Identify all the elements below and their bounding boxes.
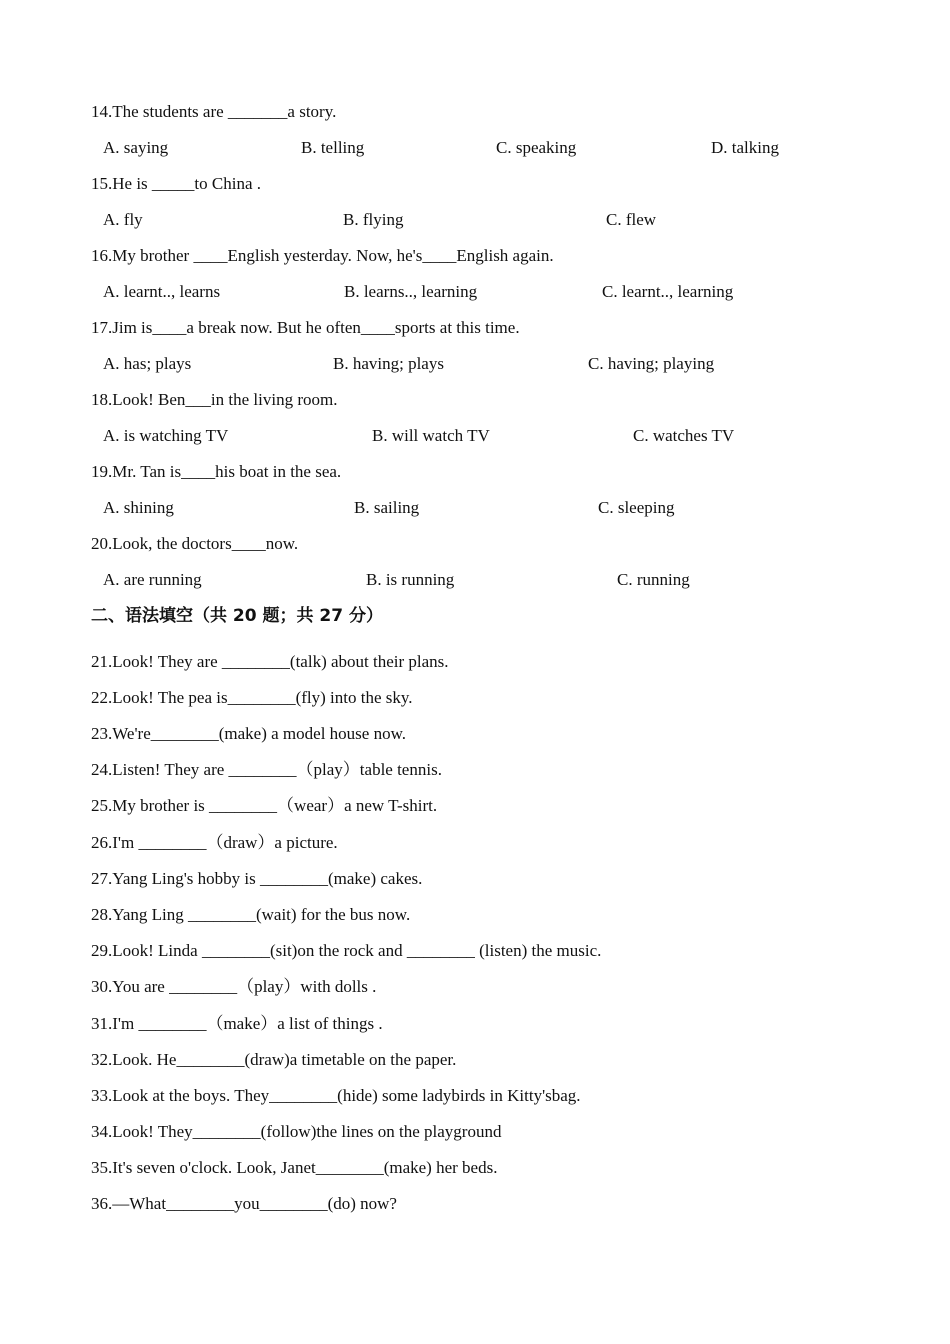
option-16c: C. learnt.., learning	[602, 282, 734, 301]
option-15c: C. flew	[606, 210, 657, 229]
question-31: 31.I'm ________（make）a list of things .	[91, 1014, 383, 1033]
question-27: 27.Yang Ling's hobby is ________(make) cakes.	[91, 869, 423, 888]
section-heading: 二、语法填空（共 20 题；共 27 分）	[91, 606, 383, 626]
question-25: 25.My brother is ________（wear）a new T-shirt.	[91, 796, 438, 815]
question-26: 26.I'm ________（draw）a picture.	[91, 833, 338, 852]
question-36: 36.—What________you________(do) now?	[91, 1194, 397, 1213]
option-19c: C. sleeping	[598, 498, 675, 517]
option-18c: C. watches TV	[633, 426, 735, 445]
question-18: 18.Look! Ben___in the living room.	[91, 390, 338, 409]
option-19a: A. shining	[103, 498, 174, 517]
question-34: 34.Look! They________(follow)the lines on the playground	[91, 1122, 502, 1141]
question-17: 17.Jim is____a break now. But he often____sports at this time.	[91, 318, 520, 337]
option-17c: C. having; playing	[588, 354, 715, 373]
option-20c: C. running	[617, 570, 690, 589]
question-24: 24.Listen! They are ________（play）table tennis.	[91, 760, 442, 779]
question-29: 29.Look! Linda ________(sit)on the rock and ________ (listen) the music.	[91, 941, 602, 960]
question-33: 33.Look at the boys. They________(hide) some ladybirds in Kitty'sbag.	[91, 1086, 581, 1105]
option-15b: B. flying	[343, 210, 404, 229]
option-19b: B. sailing	[354, 498, 420, 517]
option-16a: A. learnt.., learns	[103, 282, 221, 301]
question-32: 32.Look. He________(draw)a timetable on the paper.	[91, 1050, 457, 1069]
question-23: 23.We're________(make) a model house now.	[91, 724, 407, 743]
option-18b: B. will watch TV	[372, 426, 490, 445]
question-20: 20.Look, the doctors____now.	[91, 534, 299, 553]
question-15: 15.He is _____to China .	[91, 174, 261, 193]
question-21: 21.Look! They are ________(talk) about their plans.	[91, 652, 449, 671]
question-30: 30.You are ________（play）with dolls .	[91, 977, 377, 996]
question-22: 22.Look! The pea is________(fly) into the sky.	[91, 688, 413, 707]
option-20a: A. are running	[103, 570, 202, 589]
option-17a: A. has; plays	[103, 354, 192, 373]
option-16b: B. learns.., learning	[344, 282, 478, 301]
question-14: 14.The students are _______a story.	[91, 102, 337, 121]
question-19: 19.Mr. Tan is____his boat in the sea.	[91, 462, 342, 481]
question-28: 28.Yang Ling ________(wait) for the bus now.	[91, 905, 411, 924]
option-14a: A. saying	[103, 138, 169, 157]
option-14c: C. speaking	[496, 138, 577, 157]
option-17b: B. having; plays	[333, 354, 444, 373]
option-18a: A. is watching TV	[103, 426, 229, 445]
option-15a: A. fly	[103, 210, 143, 229]
option-14d: D. talking	[711, 138, 779, 157]
question-35: 35.It's seven o'clock. Look, Janet________(make) her beds.	[91, 1158, 498, 1177]
question-16: 16.My brother ____English yesterday. Now, he's____English again.	[91, 246, 554, 265]
option-14b: B. telling	[301, 138, 365, 157]
option-20b: B. is running	[366, 570, 455, 589]
